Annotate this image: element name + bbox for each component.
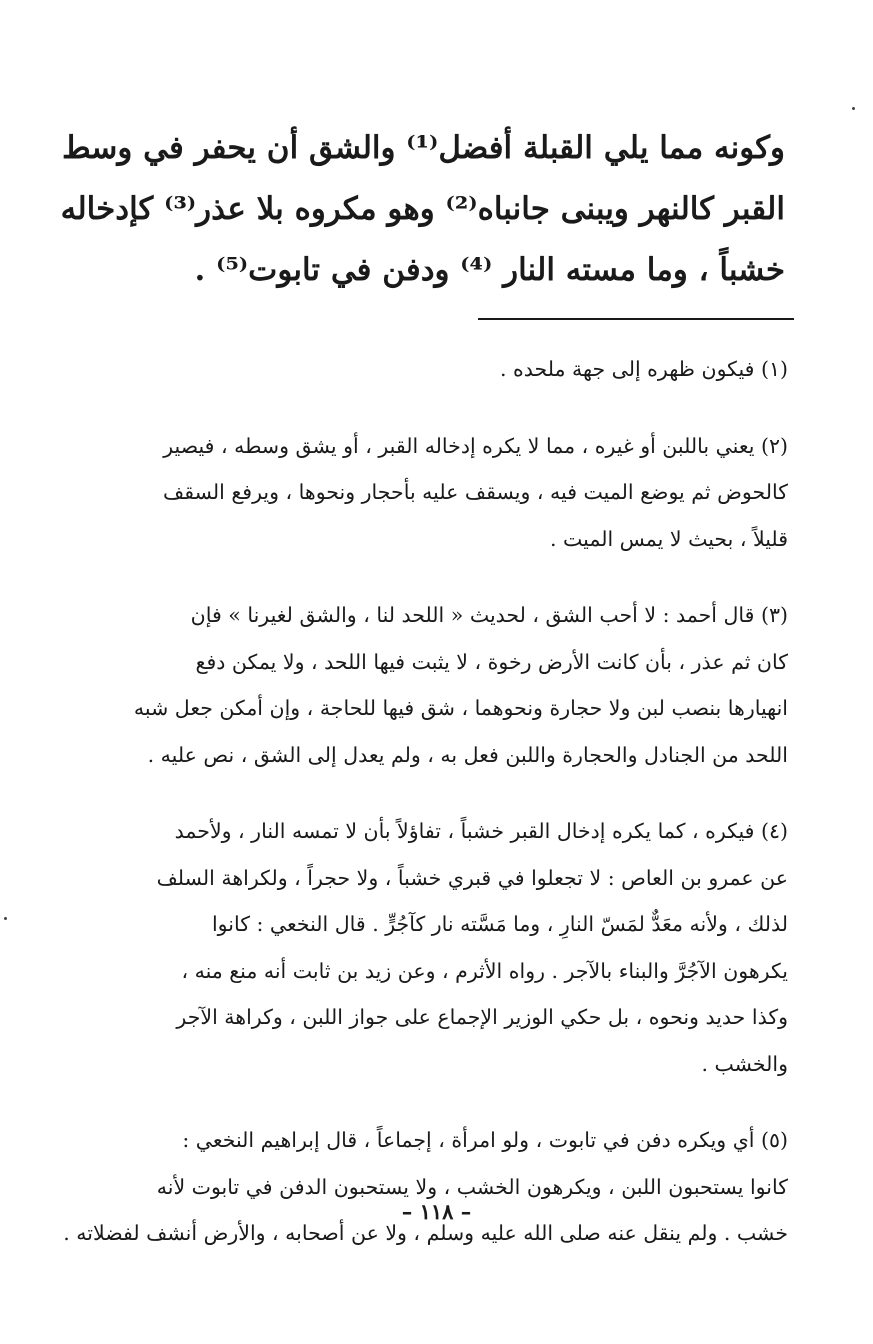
scan-speck	[4, 917, 7, 920]
footnote-line: وكذا حديد ونحوه ، بل حكي الوزير الإجماع على جواز اللبن ، وكراهة الآجر	[176, 1005, 788, 1029]
footnote-2	[48, 423, 788, 563]
footnote-1	[48, 346, 788, 393]
footnote-line: (٢) يعني باللبن أو غيره ، مما لا يكره إدخاله القبر ، أو يشق وسطه ، فيصير	[163, 433, 788, 458]
main-text	[50, 118, 785, 301]
footnote-line: انهيارها بنصب لبن ولا حجارة ونحوهما ، شق فيها للحاجة ، وإن أمكن جعل شبه	[133, 696, 788, 720]
footnote-line: (٥) أي ويكره دفن في تابوت ، ولو امرأة ، إجماعاً ، قال إبراهيم النخعي :	[182, 1128, 788, 1152]
footnote-line: والخشب .	[701, 1051, 788, 1076]
footnote-line: (١) فيكون ظهره إلى جهة ملحده .	[499, 357, 788, 381]
footnote-line: كانوا يستحبون اللبن ، ويكرهون الخشب ، ولا يستحبون الدفن في تابوت لأنه	[156, 1174, 788, 1199]
main-text-line: خشباً ، وما مسته النار ⁽⁴⁾ ودفن في تابوت⁽⁵⁾ .	[194, 252, 785, 288]
footnotes	[48, 346, 788, 1287]
scan-speck	[852, 107, 855, 110]
footnote-separator	[478, 318, 794, 320]
footnote-line: كالحوض ثم يوضع الميت فيه ، ويسقف عليه بأحجار ونحوها ، ويرفع السقف	[163, 480, 788, 504]
footnote-line: يكرهون الآجُرَّ والبناء بالآجر . رواه الأثرم ، وعن زيد بن ثابت أنه منع منه ،	[181, 958, 788, 983]
footnote-5	[48, 1117, 788, 1257]
footnote-3	[48, 592, 788, 778]
footnote-line: (٤) فيكره ، كما يكره إدخال القبر خشباً ، تفاؤلاً بأن لا تمسه النار ، ولأحمد	[174, 819, 788, 843]
footnote-line: (٣) قال أحمد : لا أحب الشق ، لحديث « اللحد لنا ، والشق لغيرنا » فإن	[190, 603, 788, 627]
footnote-4	[48, 808, 788, 1087]
footnote-line: لذلك ، ولأنه معَدٌّ لمَسّ النارِ ، وما مَسَّته نار كآجُرٍّ . قال النخعي : كانوا	[211, 912, 788, 936]
footnote-line: قليلاً ، بحيث لا يمس الميت .	[550, 526, 788, 551]
footnote-line: كان ثم عذر ، بأن كانت الأرض رخوة ، لا يثبت فيها اللحد ، ولا يمكن دفع	[195, 649, 788, 674]
footnote-line: عن عمرو بن العاص : لا تجعلوا في قبري خشباً ، ولا حجراً ، ولكراهة السلف	[156, 865, 788, 890]
main-text-line: القبر كالنهر ويبنى جانباه⁽²⁾ وهو مكروه بلا عذر⁽³⁾ كإدخاله	[60, 191, 785, 227]
footnote-line: اللحد من الجنادل والحجارة واللبن فعل به ، ولم يعدل إلى الشق ، نص عليه .	[147, 742, 788, 767]
page-number: – ١١٨ –	[401, 1199, 472, 1224]
footnote-line: خشب . ولم ينقل عنه صلى الله عليه وسلم ، ولا عن أصحابه ، والأرض أنشف لفضلاته .	[63, 1221, 788, 1245]
main-text-line: وكونه مما يلي القبلة أفضل⁽¹⁾ والشق أن يحفر في وسط	[61, 130, 785, 166]
